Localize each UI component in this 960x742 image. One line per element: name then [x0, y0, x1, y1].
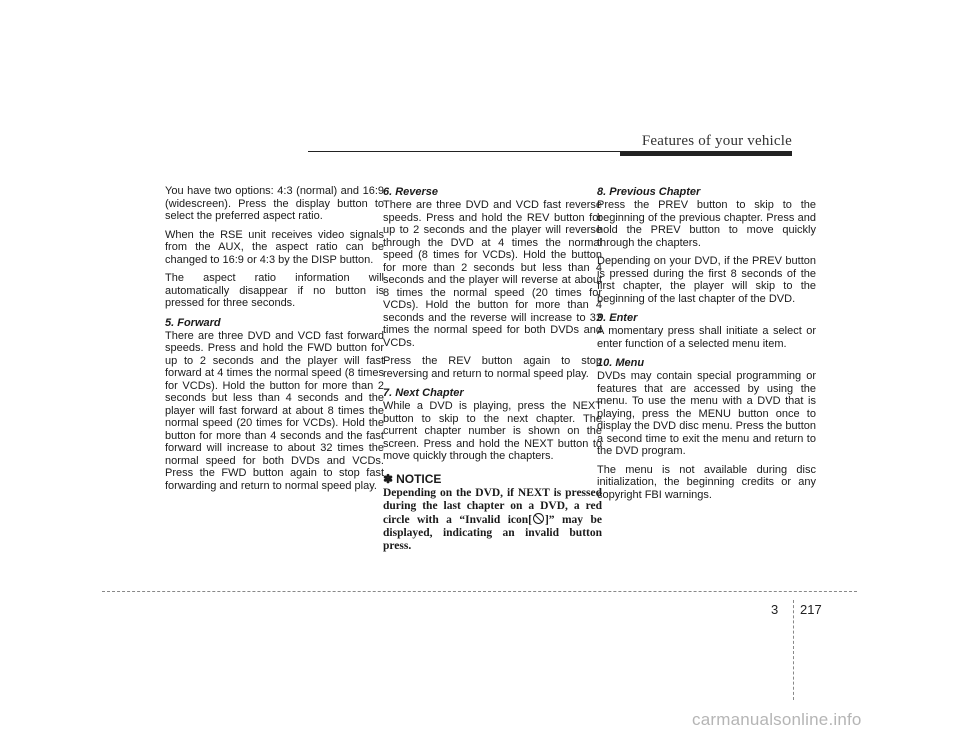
- reverse-paragraph: There are three DVD and VCD fast reverse speeds. Press and hold the REV button for up to 2 seconds and the player will reverse through the DVD at 4 times the normal speed (8 times for VCDs). Hold the button for more than 2 seconds but less than 4 seconds and the player will reverse at about 8 times the normal speed (20 times for VCDs). Hold the button for more than 4 seconds and the reverse will increase to 32 times the normal speed for both DVDs and VCDs.: [383, 199, 602, 349]
- watermark: carmanualsonline.info: [692, 710, 862, 729]
- menu-heading: 10. Menu: [597, 357, 645, 369]
- column-2: [383, 185, 602, 553]
- section-title: Features of your vehicle: [641, 133, 792, 149]
- chapter-number: 3: [771, 602, 779, 617]
- page-number: 217: [800, 602, 822, 617]
- next-chapter-heading: 7. Next Chapter: [383, 387, 464, 399]
- notice-heading: [383, 473, 602, 486]
- reverse-stop-paragraph: Press the REV button again to stop reversing and return to normal speed play.: [383, 355, 602, 380]
- enter-heading: 9. Enter: [597, 312, 638, 324]
- notice-title: NOTICE: [396, 471, 442, 486]
- notice-body: [383, 487, 602, 553]
- aspect-options-paragraph: You have two options: 4:3 (normal) and 16:9 (widescreen). Press the display button to select the preferred aspect ratio.: [165, 185, 384, 222]
- enter-paragraph: A momentary press shall initiate a select or enter function of a selected menu item.: [597, 325, 816, 350]
- header-bar: [620, 151, 792, 156]
- next-chapter-paragraph: While a DVD is playing, press the NEXT button to skip to the next chapter. The current chapter number is shown on the screen. Press and hold the NEXT button to move quickly through the chapters.: [383, 400, 602, 462]
- footer-vertical-dashed-rule: [793, 600, 794, 700]
- menu-unavailable-paragraph: The menu is not available during disc initialization, the beginning credits or any copyright FBI warnings.: [597, 463, 816, 501]
- previous-chapter-first-8s-paragraph: Depending on your DVD, if the PREV button is pressed during the first 8 seconds of the first chapter, the player will skip to the beginning of the last chapter of the DVD.: [597, 255, 816, 305]
- forward-heading: 5. Forward: [165, 316, 221, 329]
- previous-chapter-heading: 8. Previous Chapter: [597, 186, 701, 198]
- aspect-disappear-paragraph: The aspect ratio information will automatically disappear if no button is pressed for three seconds.: [165, 272, 384, 309]
- column-3: [597, 185, 816, 507]
- aux-aspect-paragraph: When the RSE unit receives video signals from the AUX, the aspect ratio can be changed to 16:9 or 4:3 by the DISP button.: [165, 228, 384, 266]
- notice-text-after: ]” may be displayed, indicating an invalid button press.: [383, 514, 602, 552]
- reverse-heading: 6. Reverse: [383, 186, 439, 198]
- menu-paragraph: DVDs may contain special programming or features that are accessed by using the menu. To use the menu with a DVD that is playing, press the MENU button once to display the DVD disc menu. Press the button a second time to exit the menu and return to the DVD program.: [597, 370, 816, 457]
- asterisk-icon: ✽: [383, 471, 394, 486]
- notice-text-before: Depending on the DVD, if NEXT is pressed during the last chapter on a DVD, a red circle with a “Invalid icon[: [383, 487, 602, 526]
- forward-paragraph: There are three DVD and VCD fast forward speeds. Press and hold the FWD button for up to 2 seconds and the player will fast forward at 4 times the normal speed (8 times for VCDs). Hold the button for more than 2 seconds but less than 4 seconds and the player will fast forward at about 8 times the normal speed (20 times for VCDs). Hold the button for more than 4 seconds and the fast forward will increase to about 32 times the normal speed for both DVDs and VCDs. Press the FWD button again to stop fast forwarding and return to normal speed play.: [165, 329, 384, 492]
- footer-dashed-rule: [102, 591, 857, 592]
- column-1: [165, 185, 384, 498]
- invalid-icon: [533, 513, 544, 524]
- previous-chapter-paragraph: Press the PREV button to skip to the beginning of the previous chapter. Press and hold the PREV button to move quickly through the chapters.: [597, 199, 816, 249]
